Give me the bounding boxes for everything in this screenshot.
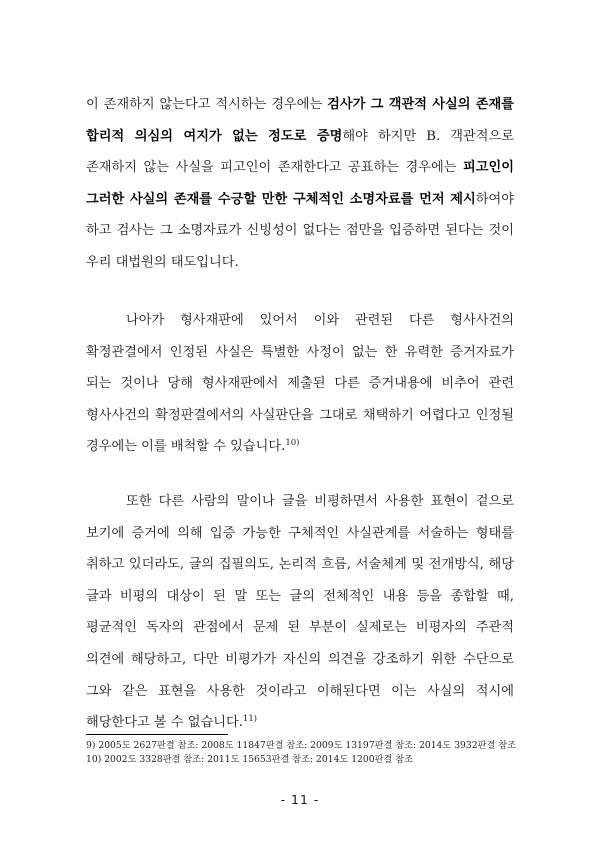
footnotes [86,739,526,767]
body-paragraph-2 [86,305,514,463]
paragraph-1-text-2: 해야 하지만 B. 객관적으로 존재하지 않는 사실을 피고인이 존재한다고 공표하는 경우에는 [86,128,514,176]
page-number: - 11 - [280,792,320,807]
paragraph-1-text-3: 하여야 하고 검사는 그 소명자료가 신빙성이 없다는 점만을 입증하면 된다는 것이 우리 대법원의 태도입니다. [86,191,514,270]
footnote-divider [86,734,228,735]
footnote-10: 10) 2002도 3328판결 참조: 2011도 15653판결 참조: 2014도 1200판결 참조 [86,754,414,765]
footnote-ref-10: 10) [285,438,300,449]
paragraph-1-bold-2: 피고인이 그러한 사실의 존재를 수긍할 만한 구체적인 소명자료를 먼저 제시 [86,160,514,207]
paragraph-1-bold-1: 검사가 그 객관적 사실의 존재를 합리적 의심의 여지가 없는 정도로 증명 [86,97,514,144]
paragraph-2-text: 나아가 형사재판에 있어서 이와 관련된 다른 형사사건의 확정관결에서 인정된 사실은 특별한 사정이 없는 한 유력한 증거자료가 되는 것이나 당해 형사재판에서 제출된 다른 증거내용에 비추어 관련 형사사건의 확정판결에서의 사실판단을 그대로 채택하기 어렵다고 인정될 경우에는 이를 배척할 수 있습니다. [86,313,514,455]
footnote-9: 9) 2005도 2627판결 참조: 2008도 11847판결 참조: 2009도 13197판결 참조: 2014도 3932판결 참조 [86,740,517,751]
footnote-ref-11: 11) [242,714,258,725]
body-paragraph-1 [86,89,514,279]
paragraph-3-text: 또한 다른 사람의 말이나 글을 비평하면서 사용한 표현이 겉으로 보기에 증거에 의해 입증 가능한 구체적인 사실관계를 서술하는 형태를 취하고 있더라도, 글의 집필의도, 논리적 흐름, 서술체계 및 전개방식, 해당 글과 비평의 대상이 된 말 또는 글의 전체적인 내용 등을 종합할 때, 평균적인 독자의 관점에서 문제 된 부분이 실제로는 비평자의 주관적 의견에 해당하고, 다만 비평가가 자신의 의견을 강조하기 위한 수단으로 그와 같은 표현을 사용한 것이라고 이해된다면 이는 사실의 적시에 해당한다고 볼 수 없습니다. [86,494,514,731]
body-paragraph-3 [86,486,514,739]
paragraph-1-text-1: 이 존재하지 않는다고 적시하는 경우에는 [86,97,328,112]
